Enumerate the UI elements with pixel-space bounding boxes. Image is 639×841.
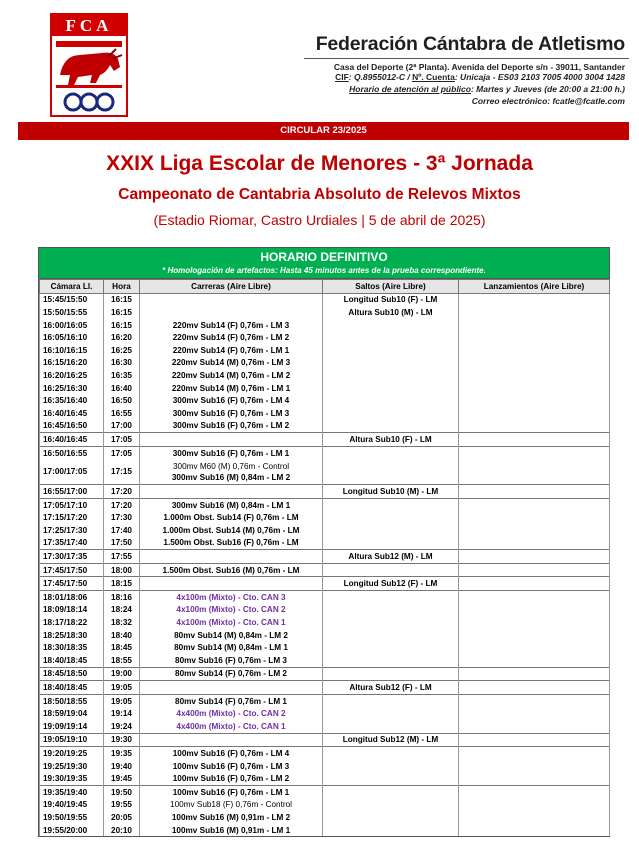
cell-saltos: Altura Sub10 (F) - LM (323, 433, 459, 447)
cell-lanzamientos (459, 785, 610, 798)
table-row (40, 319, 610, 332)
cell-saltos (323, 694, 459, 707)
cell-carreras: 4x100m (Mixto) - Cto. CAN 1 (140, 616, 323, 629)
cell-lanzamientos (459, 537, 610, 550)
cell-camara: 17:30/17:35 (40, 550, 104, 564)
subtitle: Campeonato de Cantabria Absoluto de Relevos Mixtos (118, 186, 521, 203)
cell-hora: 19:14 (104, 707, 140, 720)
col-camara: Cámara Ll. (40, 280, 104, 294)
schedule-note: * Homologación de artefactos: Hasta 45 minutos antes de la prueba correspondiente. (162, 266, 486, 275)
cell-saltos (323, 563, 459, 577)
cell-saltos (323, 772, 459, 785)
cell-camara: 16:55/17:00 (40, 485, 104, 499)
cell-camara: 16:05/16:10 (40, 331, 104, 344)
cell-lanzamientos (459, 824, 610, 837)
cell-hora: 16:25 (104, 344, 140, 357)
table-row (40, 485, 610, 499)
cell-lanzamientos (459, 550, 610, 564)
cell-carreras: 80mv Sub14 (F) 0,76m - LM 2 (140, 667, 323, 681)
cell-carreras: 100mv Sub16 (F) 0,76m - LM 1 (140, 785, 323, 798)
cell-hora: 20:10 (104, 824, 140, 837)
cell-hora: 16:30 (104, 357, 140, 370)
cell-carreras: 80mv Sub14 (F) 0,76m - LM 1 (140, 694, 323, 707)
cell-lanzamientos (459, 772, 610, 785)
table-row (40, 799, 610, 812)
cell-lanzamientos (459, 293, 610, 306)
venue-date: (Estadio Riomar, Castro Urdiales | 5 de abril de 2025) (153, 212, 486, 228)
cell-carreras (140, 485, 323, 499)
cell-camara: 19:05/19:10 (40, 733, 104, 747)
table-row (40, 747, 610, 760)
cell-camara: 18:40/18:45 (40, 681, 104, 695)
cell-hora: 18:00 (104, 563, 140, 577)
table-row (40, 382, 610, 395)
cell-hora: 19:05 (104, 681, 140, 695)
cell-carreras: 100mv Sub16 (M) 0,91m - LM 1 (140, 824, 323, 837)
cell-carreras (140, 577, 323, 591)
table-row (40, 591, 610, 604)
cell-carreras: 220mv Sub14 (F) 0,76m - LM 2 (140, 331, 323, 344)
cell-lanzamientos (459, 733, 610, 747)
cell-camara: 16:20/16:25 (40, 369, 104, 382)
cell-saltos (323, 641, 459, 654)
cell-saltos: Longitud Sub12 (M) - LM (323, 733, 459, 747)
table-row (40, 394, 610, 407)
cell-lanzamientos (459, 667, 610, 681)
cell-saltos (323, 799, 459, 812)
cell-carreras: 4x400m (Mixto) - Cto. CAN 1 (140, 720, 323, 733)
cell-camara: 15:45/15:50 (40, 293, 104, 306)
logo-text: FCA (65, 16, 113, 35)
cell-lanzamientos (459, 344, 610, 357)
cell-camara: 19:09/19:14 (40, 720, 104, 733)
cell-hora: 19:05 (104, 694, 140, 707)
cell-carreras: 100mv Sub16 (F) 0,76m - LM 2 (140, 772, 323, 785)
cell-hora: 18:32 (104, 616, 140, 629)
cell-camara: 16:40/16:45 (40, 407, 104, 420)
cell-camara: 19:25/19:30 (40, 760, 104, 773)
cell-camara: 19:40/19:45 (40, 799, 104, 812)
cell-hora: 19:35 (104, 747, 140, 760)
schedule-rows (40, 293, 610, 836)
cell-lanzamientos (459, 707, 610, 720)
cell-camara: 19:50/19:55 (40, 811, 104, 824)
cell-camara: 18:09/18:14 (40, 604, 104, 617)
col-hora: Hora (104, 280, 140, 294)
org-hours: Horario de atención al público: Martes y Jueves (de 20:00 a 21:00 h.) (349, 84, 625, 94)
column-headers (40, 280, 610, 294)
cell-carreras: 300mv Sub16 (F) 0,76m - LM 1 (140, 446, 323, 459)
cell-hora: 18:45 (104, 641, 140, 654)
cell-saltos (323, 319, 459, 332)
header-divider (304, 58, 629, 59)
cell-lanzamientos (459, 563, 610, 577)
cell-lanzamientos (459, 446, 610, 459)
cell-lanzamientos (459, 306, 610, 319)
cell-saltos (323, 369, 459, 382)
cell-saltos: Altura Sub12 (M) - LM (323, 550, 459, 564)
cell-camara: 18:01/18:06 (40, 591, 104, 604)
cell-camara: 16:50/16:55 (40, 446, 104, 459)
cell-saltos (323, 616, 459, 629)
table-row (40, 616, 610, 629)
table-row (40, 654, 610, 667)
cell-carreras: 1.500m Obst. Sub16 (F) 0,76m - LM (140, 537, 323, 550)
cell-saltos (323, 524, 459, 537)
cell-lanzamientos (459, 382, 610, 395)
cell-camara: 16:45/16:50 (40, 420, 104, 433)
cell-carreras: 300mv Sub16 (F) 0,76m - LM 3 (140, 407, 323, 420)
cell-saltos (323, 811, 459, 824)
table-row (40, 563, 610, 577)
cell-carreras: 100mv Sub16 (F) 0,76m - LM 3 (140, 760, 323, 773)
main-title: XXIX Liga Escolar de Menores - 3ª Jornada (106, 152, 533, 175)
cell-hora: 17:20 (104, 485, 140, 499)
cell-carreras-line: 300mv M60 (M) 0,76m - Control (172, 461, 290, 471)
org-email[interactable]: Correo electrónico: fcatle@fcatle.com (471, 96, 625, 106)
cell-hora: 19:00 (104, 667, 140, 681)
col-lanzamientos: Lanzamientos (Aire Libre) (459, 280, 610, 294)
cell-camara: 17:45/17:50 (40, 563, 104, 577)
cell-lanzamientos (459, 604, 610, 617)
cell-carreras: 300mv Sub16 (F) 0,76m - LM 4 (140, 394, 323, 407)
cell-camara: 16:00/16:05 (40, 319, 104, 332)
table-row (40, 512, 610, 525)
cell-carreras: 100mv Sub16 (F) 0,76m - LM 4 (140, 747, 323, 760)
cell-hora: 16:20 (104, 331, 140, 344)
cell-hora: 18:15 (104, 577, 140, 591)
org-name: Federación Cántabra de Atletismo (315, 33, 625, 55)
cell-hora: 16:15 (104, 293, 140, 306)
table-row (40, 707, 610, 720)
table-row (40, 344, 610, 357)
cell-carreras (140, 681, 323, 695)
cell-saltos (323, 654, 459, 667)
cell-lanzamientos (459, 747, 610, 760)
cell-saltos (323, 591, 459, 604)
cell-hora: 16:15 (104, 306, 140, 319)
table-row (40, 760, 610, 773)
cell-camara: 17:00/17:05 (40, 459, 104, 485)
cell-lanzamientos (459, 394, 610, 407)
cell-saltos (323, 747, 459, 760)
table-row (40, 772, 610, 785)
table-row (40, 420, 610, 433)
cell-saltos (323, 707, 459, 720)
cell-hora: 17:15 (104, 459, 140, 485)
table-row (40, 293, 610, 306)
cell-hora: 16:40 (104, 382, 140, 395)
cell-lanzamientos (459, 629, 610, 642)
cell-lanzamientos (459, 799, 610, 812)
cell-lanzamientos (459, 654, 610, 667)
fca-logo (50, 13, 128, 117)
cell-camara: 16:35/16:40 (40, 394, 104, 407)
cell-camara: 17:05/17:10 (40, 498, 104, 511)
cell-lanzamientos (459, 459, 610, 485)
cell-camara: 19:35/19:40 (40, 785, 104, 798)
cell-saltos (323, 667, 459, 681)
cell-camara: 18:59/19:04 (40, 707, 104, 720)
cell-carreras (140, 733, 323, 747)
cell-hora: 17:30 (104, 512, 140, 525)
cell-hora: 17:55 (104, 550, 140, 564)
cell-hora: 17:40 (104, 524, 140, 537)
cell-hora: 18:55 (104, 654, 140, 667)
cell-hora: 18:24 (104, 604, 140, 617)
cell-saltos (323, 760, 459, 773)
schedule-header (39, 248, 609, 279)
table-row (40, 811, 610, 824)
cell-camara: 18:50/18:55 (40, 694, 104, 707)
cell-hora: 18:16 (104, 591, 140, 604)
cell-lanzamientos (459, 616, 610, 629)
table-row (40, 459, 610, 485)
cell-lanzamientos (459, 369, 610, 382)
cell-carreras (140, 293, 323, 306)
cell-hora: 16:35 (104, 369, 140, 382)
cell-carreras: 100mv Sub18 (F) 0,76m - Control (140, 799, 323, 812)
table-row (40, 498, 610, 511)
cell-lanzamientos (459, 811, 610, 824)
cell-lanzamientos (459, 681, 610, 695)
cell-camara: 17:15/17:20 (40, 512, 104, 525)
cell-saltos (323, 720, 459, 733)
cell-camara: 18:17/18:22 (40, 616, 104, 629)
cell-camara: 16:15/16:20 (40, 357, 104, 370)
table-row (40, 681, 610, 695)
cell-saltos (323, 420, 459, 433)
table-row (40, 446, 610, 459)
cell-hora: 17:50 (104, 537, 140, 550)
cell-camara: 18:30/18:35 (40, 641, 104, 654)
cell-saltos: Altura Sub10 (M) - LM (323, 306, 459, 319)
cell-saltos (323, 446, 459, 459)
cell-saltos: Longitud Sub10 (M) - LM (323, 485, 459, 499)
cell-carreras: 220mv Sub14 (M) 0,76m - LM 3 (140, 357, 323, 370)
cell-carreras: 80mv Sub14 (M) 0,84m - LM 1 (140, 641, 323, 654)
cell-hora: 18:40 (104, 629, 140, 642)
cell-camara: 16:10/16:15 (40, 344, 104, 357)
cell-carreras: 220mv Sub14 (M) 0,76m - LM 1 (140, 382, 323, 395)
cell-hora: 19:45 (104, 772, 140, 785)
cell-camara: 18:40/18:45 (40, 654, 104, 667)
cell-lanzamientos (459, 577, 610, 591)
cell-hora: 19:40 (104, 760, 140, 773)
cell-camara: 17:35/17:40 (40, 537, 104, 550)
cell-camara: 16:25/16:30 (40, 382, 104, 395)
cell-hora: 17:20 (104, 498, 140, 511)
cell-saltos (323, 785, 459, 798)
cell-saltos (323, 407, 459, 420)
cell-lanzamientos (459, 331, 610, 344)
cell-saltos (323, 344, 459, 357)
cell-saltos (323, 331, 459, 344)
circular-band: CIRCULAR 23/2025 (18, 122, 629, 140)
cell-carreras: 4x100m (Mixto) - Cto. CAN 3 (140, 591, 323, 604)
cell-saltos (323, 512, 459, 525)
cell-camara: 19:20/19:25 (40, 747, 104, 760)
org-cif-account: CIF: Q.8955012-C / Nº. Cuenta: Unicaja - ES03 2103 7005 4000 3004 1428 (335, 72, 625, 82)
cell-saltos (323, 537, 459, 550)
cell-hora: 16:15 (104, 319, 140, 332)
cell-lanzamientos (459, 357, 610, 370)
cell-carreras: 1.000m Obst. Sub14 (F) 0,76m - LM (140, 512, 323, 525)
cell-hora: 17:00 (104, 420, 140, 433)
schedule-table (38, 247, 610, 837)
cell-lanzamientos (459, 485, 610, 499)
cell-camara: 19:30/19:35 (40, 772, 104, 785)
cell-carreras: 300mv Sub16 (M) 0,84m - LM 1 (140, 498, 323, 511)
cell-carreras: 4x400m (Mixto) - Cto. CAN 2 (140, 707, 323, 720)
cell-carreras: 220mv Sub14 (F) 0,76m - LM 1 (140, 344, 323, 357)
table-row (40, 824, 610, 837)
table-row (40, 331, 610, 344)
table-row (40, 604, 610, 617)
cell-saltos: Longitud Sub10 (F) - LM (323, 293, 459, 306)
cell-camara: 15:50/15:55 (40, 306, 104, 319)
col-saltos: Saltos (Aire Libre) (323, 280, 459, 294)
cell-lanzamientos (459, 641, 610, 654)
table-row (40, 720, 610, 733)
cell-camara: 17:45/17:50 (40, 577, 104, 591)
cell-hora: 19:24 (104, 720, 140, 733)
schedule-heading: HORARIO DEFINITIVO (260, 250, 388, 264)
cell-saltos (323, 498, 459, 511)
cell-carreras: 80mv Sub14 (M) 0,84m - LM 2 (140, 629, 323, 642)
cell-saltos (323, 459, 459, 485)
table-row (40, 407, 610, 420)
cell-carreras: 4x100m (Mixto) - Cto. CAN 2 (140, 604, 323, 617)
cell-saltos (323, 357, 459, 370)
cell-camara: 19:55/20:00 (40, 824, 104, 837)
cell-hora: 19:50 (104, 785, 140, 798)
table-row (40, 433, 610, 447)
table-row (40, 306, 610, 319)
cell-hora: 17:05 (104, 446, 140, 459)
cell-lanzamientos (459, 319, 610, 332)
cell-carreras: 1.500m Obst. Sub16 (M) 0,76m - LM (140, 563, 323, 577)
table-row (40, 577, 610, 591)
cell-carreras: 300mv Sub16 (F) 0,76m - LM 2 (140, 420, 323, 433)
table-row (40, 357, 610, 370)
org-address: Casa del Deporte (2ª Planta). Avenida del Deporte s/n - 39011, Santander (333, 62, 625, 72)
cell-carreras (140, 433, 323, 447)
table-row (40, 537, 610, 550)
cell-carreras: 1.000m Obst. Sub14 (M) 0,76m - LM (140, 524, 323, 537)
cell-saltos (323, 629, 459, 642)
cell-lanzamientos (459, 760, 610, 773)
col-carreras: Carreras (Aire Libre) (140, 280, 323, 294)
cell-camara: 16:40/16:45 (40, 433, 104, 447)
table-row (40, 629, 610, 642)
cell-lanzamientos (459, 498, 610, 511)
cell-lanzamientos (459, 591, 610, 604)
cell-saltos: Longitud Sub12 (F) - LM (323, 577, 459, 591)
cell-carreras: 220mv Sub14 (M) 0,76m - LM 2 (140, 369, 323, 382)
table-row (40, 667, 610, 681)
cell-lanzamientos (459, 433, 610, 447)
cell-hora: 19:30 (104, 733, 140, 747)
table-row (40, 550, 610, 564)
cell-hora: 17:05 (104, 433, 140, 447)
cell-hora: 16:55 (104, 407, 140, 420)
cell-carreras (140, 459, 323, 485)
cell-camara: 18:25/18:30 (40, 629, 104, 642)
cell-carreras-line: 300mv Sub16 (M) 0,84m - LM 2 (171, 472, 291, 482)
cell-carreras (140, 550, 323, 564)
cell-hora: 16:50 (104, 394, 140, 407)
cell-saltos (323, 382, 459, 395)
cell-lanzamientos (459, 720, 610, 733)
cell-saltos (323, 824, 459, 837)
table-row (40, 369, 610, 382)
table-row (40, 785, 610, 798)
cell-lanzamientos (459, 420, 610, 433)
cell-camara: 17:25/17:30 (40, 524, 104, 537)
cell-saltos (323, 604, 459, 617)
cell-lanzamientos (459, 512, 610, 525)
table-row (40, 524, 610, 537)
cell-hora: 19:55 (104, 799, 140, 812)
table-row (40, 641, 610, 654)
cell-carreras: 100mv Sub16 (M) 0,91m - LM 2 (140, 811, 323, 824)
cell-saltos (323, 394, 459, 407)
cell-carreras (140, 306, 323, 319)
cell-lanzamientos (459, 694, 610, 707)
table-row (40, 694, 610, 707)
cell-lanzamientos (459, 524, 610, 537)
cell-carreras: 80mv Sub16 (F) 0,76m - LM 3 (140, 654, 323, 667)
table-row (40, 733, 610, 747)
cell-carreras: 220mv Sub14 (F) 0,76m - LM 3 (140, 319, 323, 332)
cell-lanzamientos (459, 407, 610, 420)
cell-camara: 18:45/18:50 (40, 667, 104, 681)
cell-saltos: Altura Sub12 (F) - LM (323, 681, 459, 695)
cell-hora: 20:05 (104, 811, 140, 824)
